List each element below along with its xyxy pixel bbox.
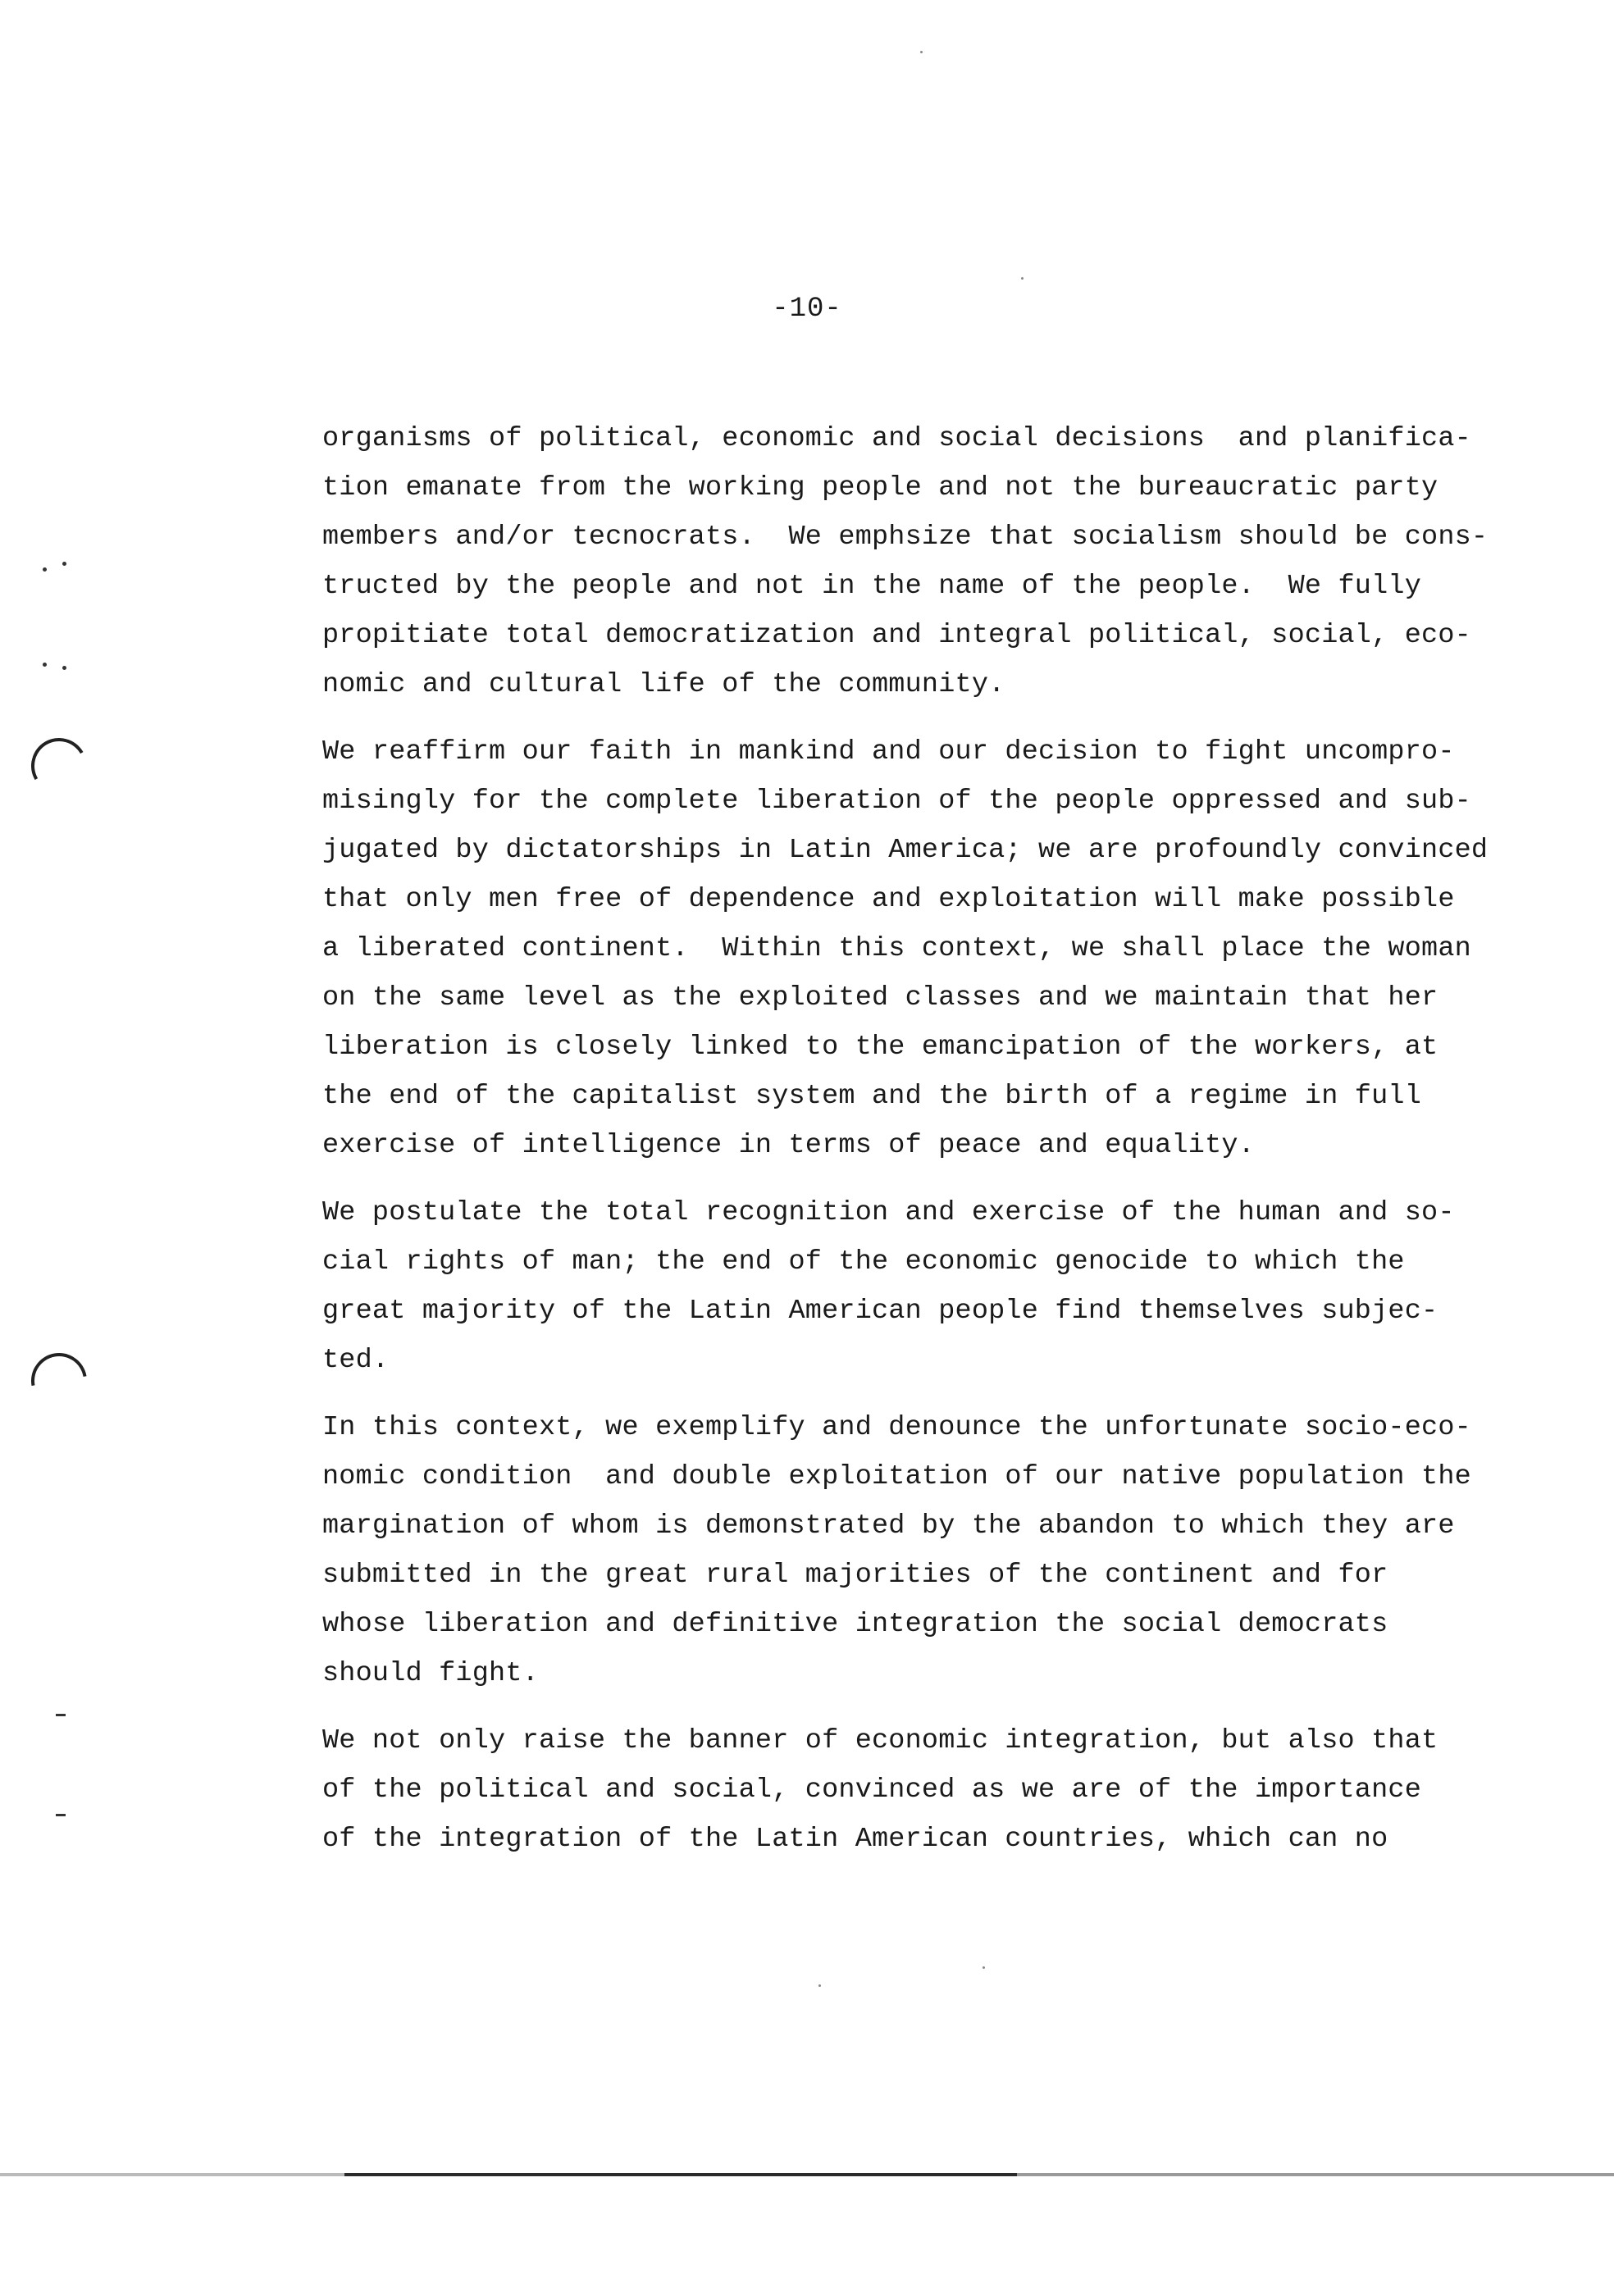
text-line: exercise of intelligence in terms of peace and equality. <box>322 1130 1255 1161</box>
scan-speck <box>920 51 923 53</box>
scan-speck <box>818 1984 821 1987</box>
text-line: members and/or tecnocrats. We emphsize that socialism should be cons- <box>322 522 1489 553</box>
text-line: jugated by dictatorships in Latin America; we are profoundly convinced <box>322 835 1489 866</box>
scan-speck <box>983 1966 985 1969</box>
margin-arc-mark <box>25 731 93 800</box>
text-line: margination of whom is demonstrated by the abandon to which they are <box>322 1510 1455 1542</box>
text-line: of the political and social, convinced as we are of the importance <box>322 1774 1422 1806</box>
text-line: tion emanate from the working people and not the bureaucratic party <box>322 472 1438 503</box>
margin-dot-mark <box>62 666 66 670</box>
text-line: We not only raise the banner of economic integration, but also that <box>322 1725 1438 1756</box>
margin-dot-mark <box>62 562 66 566</box>
text-line: great majority of the Latin American people find themselves subjec- <box>322 1296 1438 1327</box>
bottom-edge-rule <box>0 2173 1614 2176</box>
text-line: on the same level as the exploited classes and we maintain that her <box>322 982 1438 1014</box>
text-line: should fight. <box>322 1658 539 1689</box>
text-line: liberation is closely linked to the emancipation of the workers, at <box>322 1032 1438 1063</box>
text-line: ted. <box>322 1345 390 1376</box>
margin-arc-mark <box>21 1342 98 1420</box>
text-line: a liberated continent. Within this context, we shall place the woman <box>322 933 1471 964</box>
text-line: nomic condition and double exploitation of our native population the <box>322 1461 1471 1492</box>
margin-dash-mark <box>56 1714 66 1716</box>
paragraph-1 <box>322 414 1495 709</box>
text-line: that only men free of dependence and exploitation will make possible <box>322 884 1455 915</box>
paragraph-2 <box>322 727 1495 1170</box>
text-line: misingly for the complete liberation of the people oppressed and sub- <box>322 786 1471 817</box>
scan-speck <box>1021 277 1024 280</box>
text-line: propitiate total democratization and integral political, social, eco- <box>322 620 1471 651</box>
text-line: nomic and cultural life of the community. <box>322 669 1005 700</box>
page-number: -10- <box>772 294 842 325</box>
text-line: the end of the capitalist system and the birth of a regime in full <box>322 1081 1422 1112</box>
paragraph-5 <box>322 1716 1495 1864</box>
paragraph-4 <box>322 1403 1495 1698</box>
text-line: cial rights of man; the end of the economic genocide to which the <box>322 1246 1405 1278</box>
margin-dash-mark <box>56 1814 66 1816</box>
margin-dot-mark <box>43 567 47 572</box>
document-body <box>322 414 1495 1882</box>
text-line: organisms of political, economic and social decisions and planifica- <box>322 423 1471 454</box>
text-line: We reaffirm our faith in mankind and our decision to fight uncompro- <box>322 736 1455 768</box>
paragraph-3 <box>322 1188 1495 1385</box>
text-line: whose liberation and definitive integration the social democrats <box>322 1609 1388 1640</box>
text-line: submitted in the great rural majorities of the continent and for <box>322 1560 1388 1591</box>
text-line: We postulate the total recognition and exercise of the human and so- <box>322 1197 1455 1228</box>
margin-dot-mark <box>43 663 47 667</box>
text-line: of the integration of the Latin American countries, which can no <box>322 1824 1388 1855</box>
text-line: In this context, we exemplify and denounce the unfortunate socio-eco- <box>322 1412 1471 1443</box>
text-line: tructed by the people and not in the name of the people. We fully <box>322 571 1422 602</box>
